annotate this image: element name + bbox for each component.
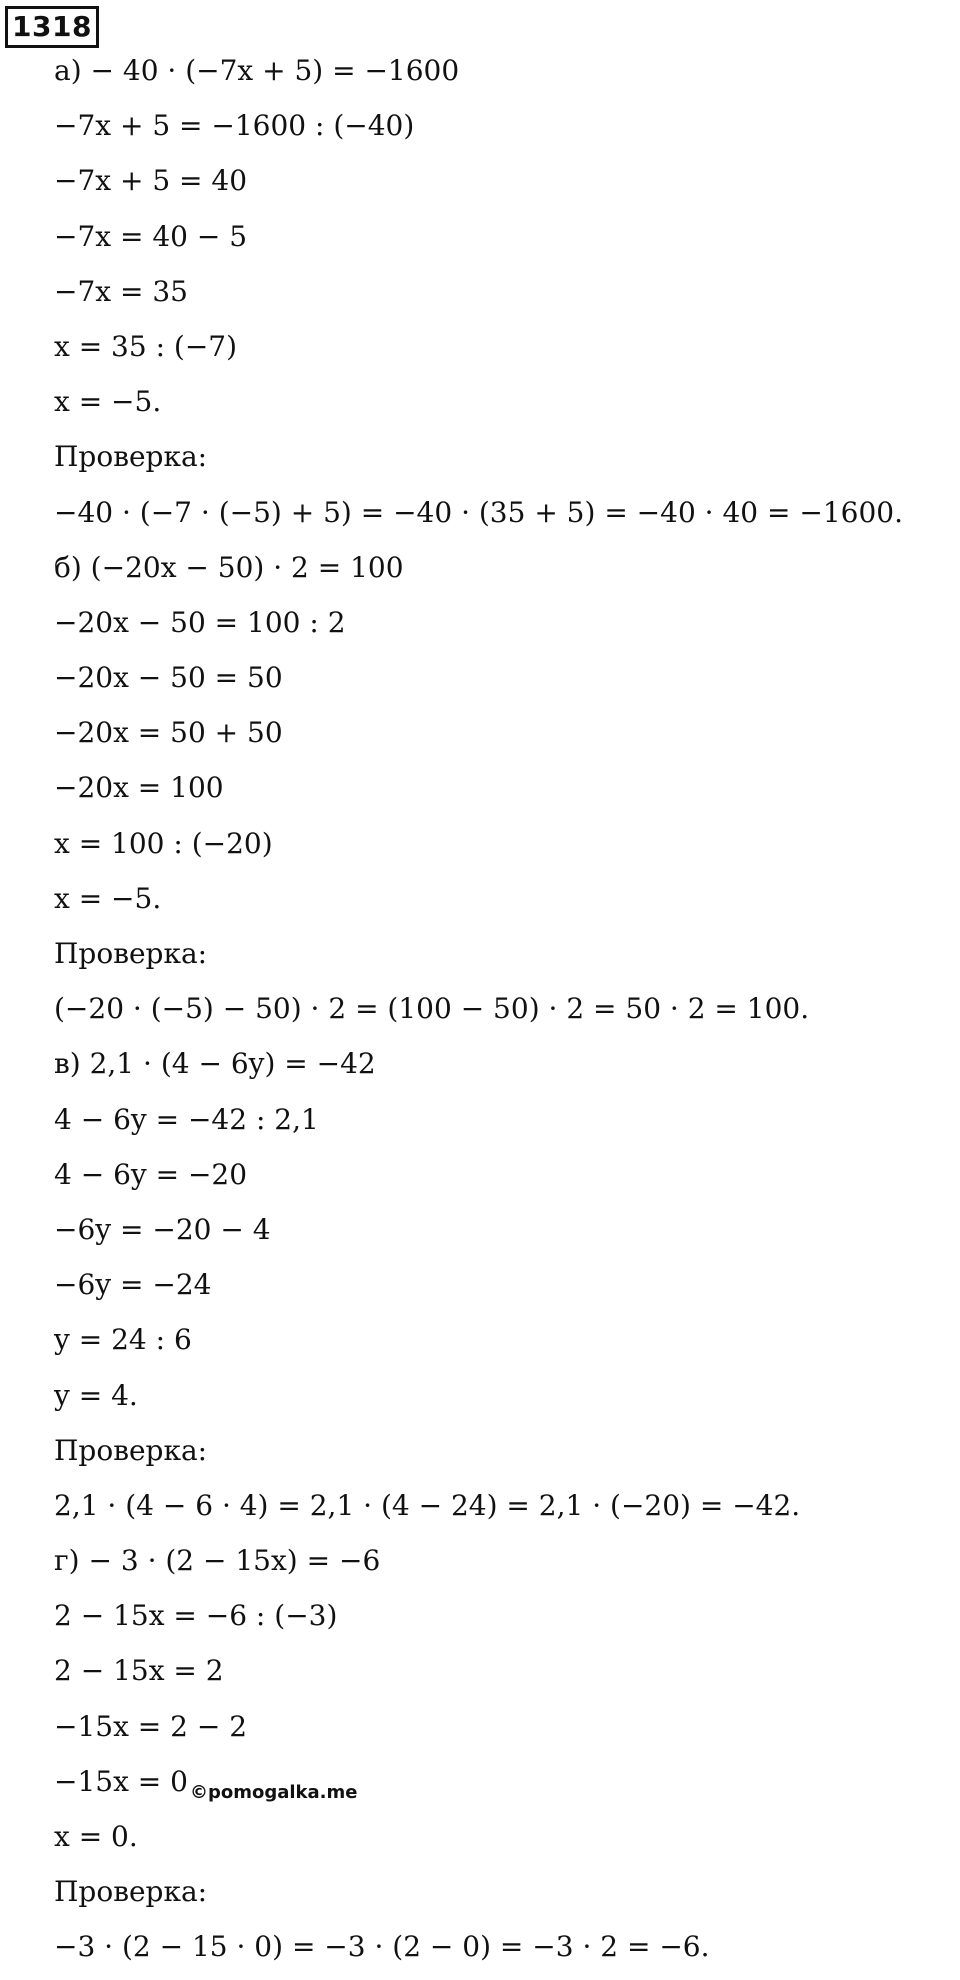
solution-line: в) 2,1 · (4 − 6y) = −42 <box>54 1047 376 1081</box>
solution-line: −20x = 100 <box>54 771 224 805</box>
solution-line: y = 4. <box>54 1378 138 1412</box>
solution-line: x = −5. <box>54 385 162 419</box>
solution-line: −20x = 50 + 50 <box>54 716 283 750</box>
check-line: −40 · (−7 · (−5) + 5) = −40 · (35 + 5) = −40 · 40 = −1600. <box>54 495 903 529</box>
solution-line: x = 100 : (−20) <box>54 826 273 860</box>
check-heading: Проверка: <box>54 1433 208 1467</box>
solution-line: а) − 40 · (−7x + 5) = −1600 <box>54 54 460 87</box>
solution-lines <box>54 48 903 1980</box>
solution-line: 2 − 15x = 2 <box>54 1654 224 1688</box>
solution-line-text: −15x = 0 <box>54 1764 188 1798</box>
solution-line: −7x = 40 − 5 <box>54 219 248 253</box>
check-heading: Проверка: <box>54 937 208 970</box>
solution-line: x = −5. <box>54 881 162 915</box>
solution-line: б) (−20x − 50) · 2 = 100 <box>54 550 404 584</box>
solution-line: −6y = −20 − 4 <box>54 1212 271 1246</box>
solution-line: −6y = −24 <box>54 1268 212 1302</box>
solution-line: −20x − 50 = 50 <box>54 661 283 695</box>
check-heading: Проверка: <box>54 440 208 474</box>
solution-line: г) − 3 · (2 − 15x) = −6 <box>54 1544 381 1578</box>
check-heading: Проверка: <box>54 1875 208 1909</box>
solution-line: 2 − 15x = −6 : (−3) <box>54 1599 338 1633</box>
solution-line: −15x = 2 − 2 <box>54 1709 248 1743</box>
task-number-badge: 1318 <box>5 6 99 48</box>
solution-line: −7x + 5 = −1600 : (−40) <box>54 109 415 143</box>
solution-line: y = 24 : 6 <box>54 1323 192 1357</box>
solution-line: 4 − 6y = −42 : 2,1 <box>54 1102 319 1136</box>
watermark: ©pomogalka.me <box>189 1781 358 1803</box>
solution-line: −20x − 50 = 100 : 2 <box>54 605 346 639</box>
check-line: 2,1 · (4 − 6 · 4) = 2,1 · (4 − 24) = 2,1 · (−20) = −42. <box>54 1488 801 1522</box>
solution-line: 4 − 6y = −20 <box>54 1157 248 1191</box>
solution-line: −7x + 5 = 40 <box>54 164 248 198</box>
solution-line: −7x = 35 <box>54 274 188 308</box>
check-line: −3 · (2 − 15 · 0) = −3 · (2 − 0) = −3 · 2 = −6. <box>54 1930 710 1964</box>
solution-line-with-watermark <box>54 1759 903 1814</box>
solution-line: x = 35 : (−7) <box>54 329 238 363</box>
check-line: (−20 · (−5) − 50) · 2 = (100 − 50) · 2 = 50 · 2 = 100. <box>54 992 810 1026</box>
solution-line: x = 0. <box>54 1820 138 1853</box>
